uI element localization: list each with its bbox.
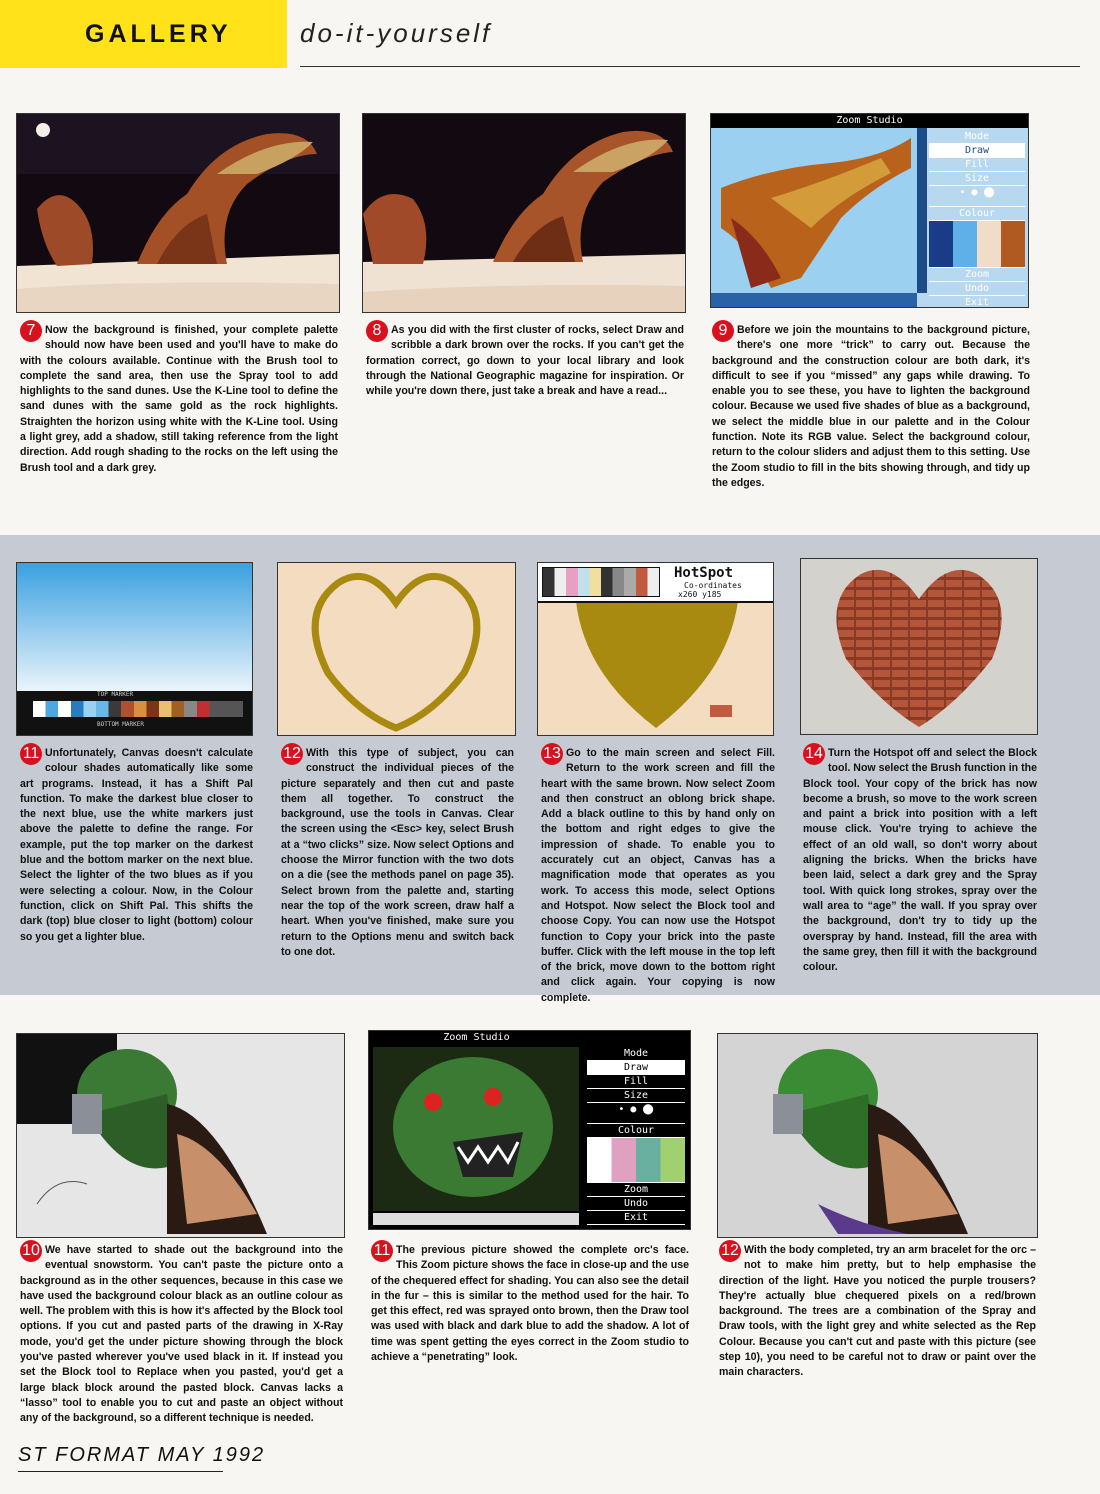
step-11-caption: 11 Unfortunately, Canvas doesn't calculate colour shades automatically like some art programs. Instead, it has a Shift Pal function. To make the darkest blue closer to the next blue, use the white markers just above the palette to define the range. For example, put the top marker on the darkest blue and the bottom marker on the next blue. Select the lighter of the two blues as if you were selecting a colour. Now, in the Colour function, click on Shift Pal. This shifts the dark (top) blue closer to light (bottom) colour so you get a lighter blue. [20,745,253,943]
palette-strip[interactable] [33,701,243,717]
hotspot-title: HotSpot [674,565,734,581]
undo-option[interactable]: Undo [587,1197,685,1211]
fill-option[interactable]: Fill [587,1075,685,1089]
size-selector[interactable]: • ● ⬤ [587,1103,685,1124]
exit-option[interactable]: Exit [587,1211,685,1225]
rocks-image-2 [362,113,686,313]
step-13-caption: 13 Go to the main screen and select Fill. Return to the work screen and fill the heart with the same brown. Now select Zoom and then construct an oblong brick shape. Add a black outline to this by hand only on the bottom and right edges to give the impression of shade. To enable you to accurately cut an object, Canvas has a magnification mode that operates as you work. To access this mode, select Options and Hotspot. Now select the Block tool and choose Copy. You can now use the Hotspot function to Copy your brick into the paste buffer. Click with the left mouse in the top left of the brick, move down to the bottom right and click again. Your copying is now complete. [541,745,775,1004]
header-rule [300,66,1080,67]
bottom-marker: BOTTOM MARKER [97,721,144,728]
undo-option[interactable]: Undo [929,282,1025,296]
hotspot-coords: x260 y185 [678,590,722,599]
step-14-caption: 14 Turn the Hotspot off and select the Block tool. Now select the Brush function in the Block tool. Your copy of the brick has now become a brush, so move to the work screen and paint a brick into position with a left mouse click. You're trying to achieve the effect of an old wall, so don't worry about aligning the bricks. When the bricks have been laid, select a dark grey and the Spray tool. With quick long strokes, spray over the wall area to “age” the wall. If you spray over the background, don't try to tidy up the overspray by hand. Instead, fill the area with the same grey, then fill it with the background colour. [803,745,1037,974]
step-9-caption: 9 Before we join the mountains to the background picture, there's one more “trick” to carry out. Because the background and the construction colour are both dark, it's difficult to see if you “missed” any gaps while drawing. To enable you to see these, you have to lighten the background colour. Because we used five shades of blue as a background, we select the middle blue in our palette and in the Colour function. Note its RGB value. Select the background colour, return to the colour sliders and adjust them to this setting. Use the Zoom studio to fill in the bits showing through, and tidy up the edges. [712,322,1030,489]
rocks-image-1 [16,113,340,313]
size-selector[interactable]: • ● ⬤ [929,186,1025,207]
zoom-studio-title: Zoom Studio [711,114,1028,128]
step-badge: 11 [20,743,42,765]
zoom-studio-title-2: Zoom Studio [369,1031,584,1045]
step-12-caption: 12 With this type of subject, you can construct the individual pieces of the picture separately and then cut and paste them all together. To construct the background, use the tools in Canvas. Clear the screen using the <Esc> key, select Brush at a “two clicks” size. Now select Options and choose the Mirror function with the two dots on a die (see the methods panel on page 35). Select brown from the palette and, starting near the top of the work screen, draw half a heart. When you've finished, make sure you return to the Options menu and switch back to one dot. [281,745,514,958]
zoom-option[interactable]: Zoom [929,268,1025,282]
zoom-studio-screen-1 [710,113,1029,308]
colour-label: Colour [929,207,1025,221]
step-badge: 12 [281,743,303,765]
orc-image-2 [717,1033,1038,1238]
fill-option[interactable]: Fill [929,158,1025,172]
top-marker: TOP MARKER [97,691,134,698]
footer-rule [18,1471,223,1472]
step-badge: 9 [712,320,734,342]
draw-option[interactable]: Draw [929,144,1025,158]
step-badge: 14 [803,743,825,765]
step-badge: 10 [20,1240,42,1262]
step-badge: 11 [371,1240,393,1262]
brick-heart-image [800,558,1038,735]
mode-label: Mode [929,130,1025,144]
zoom-studio-menu-2 [587,1047,685,1225]
colour-label: Colour [587,1124,685,1138]
size-label: Size [929,172,1025,186]
size-label: Size [587,1089,685,1103]
exit-option[interactable]: Exit [929,296,1025,308]
step-10-caption: 10 We have started to shade out the background into the eventual snowstorm. You can't paste the picture onto a background as in the other sequences, because in this case we have used the background colour black as an outline colour as well. The problem with this is how it's affected by the Block tool options. If you cut and pasted parts of the drawing in X-Ray mode, you'd get the under picture showing through the block you've pasted wherever you've used black in it. If instead you set the Block tool to Replace when you pasted, you'd get a large black block around the pasted block. Canvas lacks a “lasso” tool to enable you to cut and paste an object without any of the background, so a different technique is needed. [20,1242,343,1425]
footer-issue: ST FORMAT MAY 1992 [18,1444,266,1466]
draw-option[interactable]: Draw [587,1061,685,1075]
step-badge: 7 [20,320,42,342]
step-11b-caption: 11 The previous picture showed the complete orc's face. This Zoom picture shows the face in close-up and the use of the chequered effect for shading. You can also see the detail in the fur – this is similar to the method used for the hair. To get this effect, red was sprayed onto brown, then the Draw tool was used with black and dark blue to add the shadow. A lot of time was spent getting the eyes correct in the Zoom studio to achieve a “penetrating” look. [371,1242,689,1364]
step-7-caption: 7 Now the background is finished, your complete palette should now have been used and you'll have to make do with the colours available. Continue with the Brush tool to complete the sand area, then use the Spray tool to add highlights to the sand dunes. Use the K-Line tool to define the sand dunes with the same gold as the rock highlights. Straighten the horizon using white with the K-Line tool. Using a light grey, add a shadow, still taking reference from the light direction. Add rough shading to the rocks on the left using the Brush tool and a dark grey. [20,322,338,474]
colour-palette[interactable] [929,221,1025,268]
step-12b-caption: 12 With the body completed, try an arm bracelet for the orc – not to make him pretty, but to help emphasise the direction of the light. Have you noticed the purple trousers? They're actually blue chequered pixels on a red/brown background. The trees are a combination of the Spray and Draw tools, with the light grey and white selected as the Rep Colour. Because you can't cut and paste with this picture (see step 10), you need to be careful not to draw or paint over the main characters. [719,1242,1036,1379]
sky-palette-image [16,562,253,736]
step-badge: 8 [366,320,388,342]
hotspot-image [537,562,774,736]
step-badge: 12 [719,1240,741,1262]
orc-image-1 [16,1033,345,1238]
colour-palette[interactable] [587,1138,685,1183]
section-title: GALLERY [85,20,232,48]
zoom-studio-screen-2 [368,1030,691,1230]
step-badge: 13 [541,743,563,765]
heart-outline-image [277,562,516,736]
section-subtitle: do-it-yourself [300,18,493,48]
step-8-caption: 8 As you did with the first cluster of rocks, select Draw and scribble a dark brown over the rocks. If you can't get the formation correct, go down to your local library and look through the National Geographic magazine for inspiration. Or while you're down there, just take a break and have a read... [366,322,684,398]
zoom-studio-menu [929,130,1025,308]
hotspot-palette[interactable] [542,567,660,597]
mode-label: Mode [587,1047,685,1061]
hotspot-label: Co-ordinates [684,581,742,590]
zoom-option[interactable]: Zoom [587,1183,685,1197]
